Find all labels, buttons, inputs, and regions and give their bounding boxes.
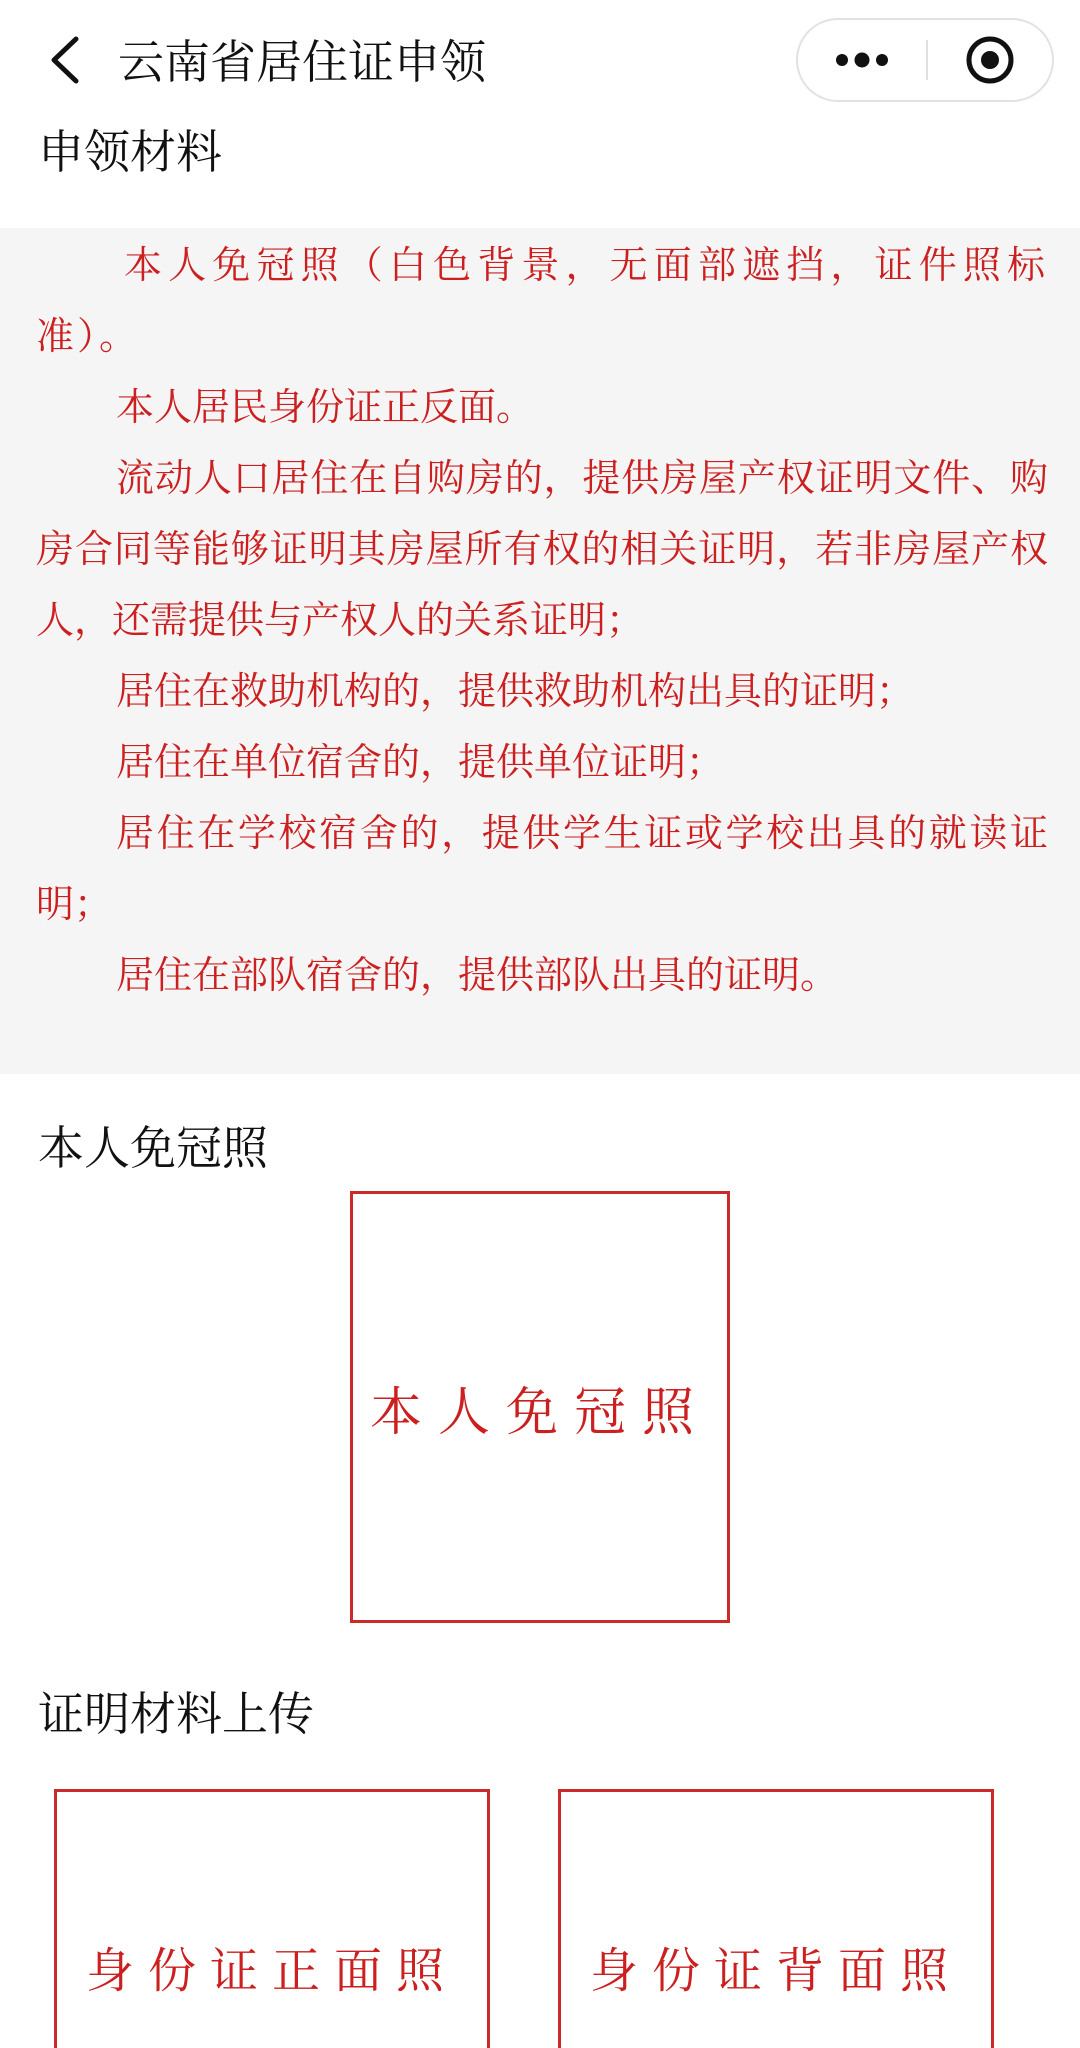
material-item: 居住在救助机构的，提供救助机构出具的证明； [116,669,915,713]
chevron-left-icon [48,35,82,85]
more-button[interactable] [798,20,926,100]
material-item: 居住在单位宿舍的，提供单位证明； [116,740,725,784]
material-item: 居住在部队宿舍的，提供部队出具的证明。 [116,953,839,997]
id-front-upload-box[interactable] [54,1789,490,2048]
materials-list [36,230,1048,1011]
mini-program-capsule [796,18,1054,102]
photo-section-title: 本人免冠照 [38,1121,268,1175]
material-item: 本人免冠照（白色背景，无面部遮挡，证件照标准）。 [36,243,1048,358]
more-dots-icon [834,52,890,68]
app-title: 云南省居住证申领 [118,35,486,89]
target-circle-icon [964,34,1016,86]
id-back-upload-box[interactable] [558,1789,994,2048]
close-button[interactable] [928,20,1052,100]
material-item: 流动人口居住在自购房的，提供房屋产权证明文件、购房合同等能够证明其房屋所有权的相关证明，若非房屋产权人，还需提供与产权人的关系证明； [36,456,1048,642]
photo-upload-box[interactable] [350,1191,730,1623]
materials-section-title: 申领材料 [38,125,222,179]
proof-section-title: 证明材料上传 [38,1687,314,1741]
id-front-upload-label: 身份证正面照 [85,1943,458,1999]
id-back-upload-label: 身份证背面照 [589,1943,962,1999]
nav-bar [0,0,1080,112]
material-item: 本人居民身份证正反面。 [116,385,535,429]
back-button[interactable] [40,30,90,90]
photo-upload-label: 本人免冠照 [369,1382,710,1443]
material-item: 居住在学校宿舍的，提供学生证或学校出具的就读证明； [36,811,1048,926]
